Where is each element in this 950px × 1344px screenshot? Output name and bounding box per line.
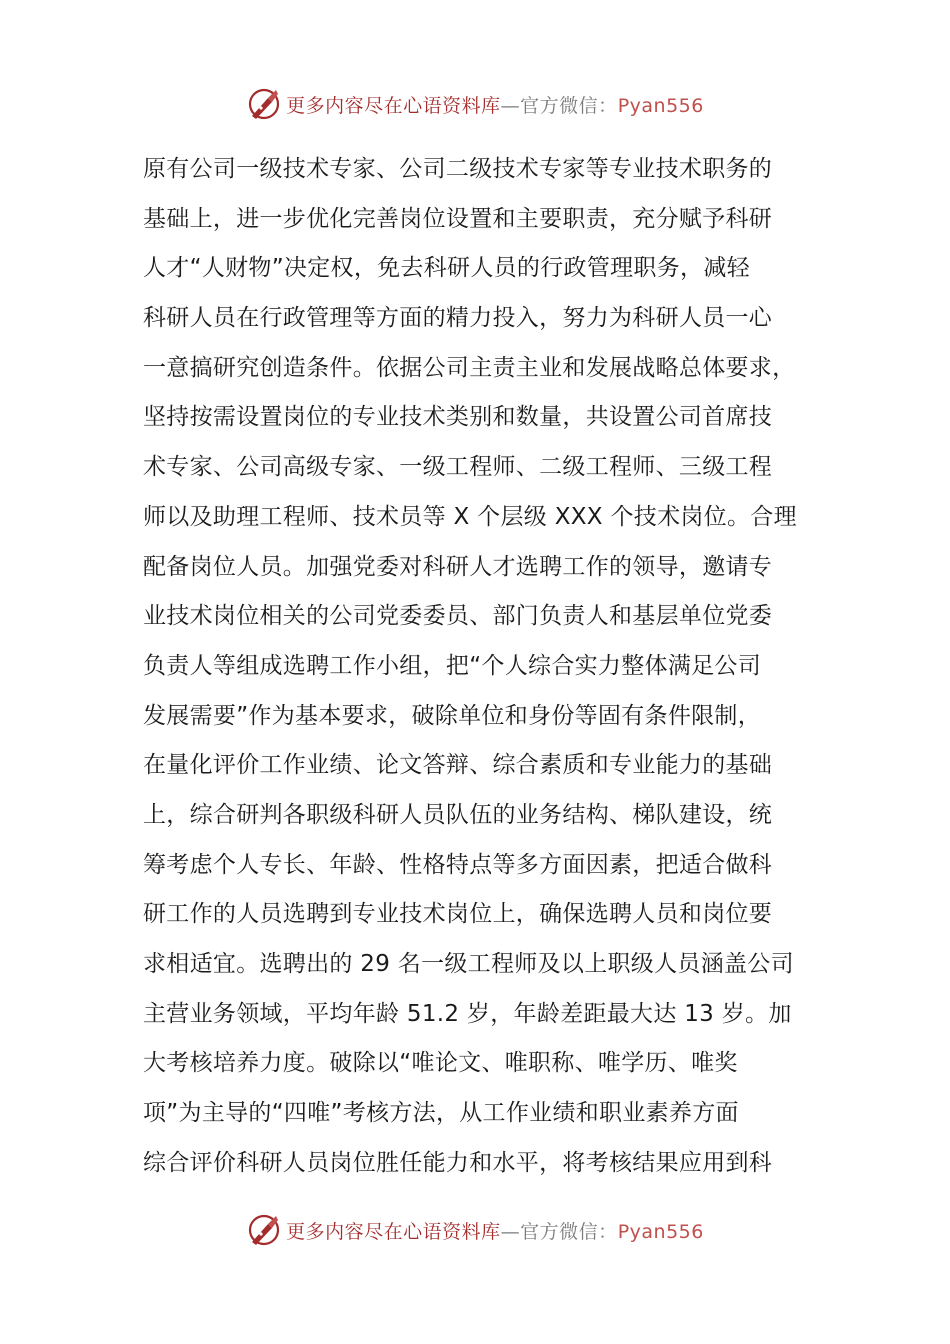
text-line: 术专家、公司高级专家、一级工程师、二级工程师、三级工程 — [143, 454, 773, 481]
footer-site-text: 更多内容尽在心语资料库 — [286, 1220, 501, 1243]
text-line: 项”为主导的“四唯”考核方法，从工作业绩和职业素养方面 — [143, 1100, 739, 1127]
text-line: 一意搞研究创造条件。依据公司主责主业和发展战略总体要求， — [143, 354, 796, 381]
text-line: 科研人员在行政管理等方面的精力投入，努力为科研人员一心 — [143, 305, 773, 332]
header-banner — [0, 84, 950, 124]
text-line: 主营业务领域，平均年龄 51.2 岁，年龄差距最大达 13 岁。加 — [143, 1000, 792, 1027]
text-line: 原有公司一级技术专家、公司二级技术专家等专业技术职务的 — [143, 156, 773, 182]
footer-text — [286, 1217, 704, 1244]
text-line: 师以及助理工程师、技术员等 X 个层级 XXX 个技术岗位。合理 — [143, 503, 797, 530]
text-line: 求相适宜。选聘出的 29 名一级工程师及以上职级人员涵盖公司 — [143, 951, 794, 977]
text-line: 负责人等组成选聘工作小组，把“个人综合实力整体满足公司 — [143, 652, 762, 679]
text-line: 基础上，进一步优化完善岗位设置和主要职责，充分赋予科研 — [143, 205, 773, 232]
document-body — [143, 145, 823, 1188]
text-line: 坚持按需设置岗位的专业技术类别和数量，共设置公司首席技 — [143, 404, 773, 431]
header-site-text: 更多内容尽在心语资料库 — [286, 94, 501, 117]
footer-dash: — — [500, 1220, 521, 1243]
text-line: 综合评价科研人员岗位胜任能力和水平，将考核结果应用到科 — [143, 1149, 773, 1176]
text-line: 配备岗位人员。加强党委对科研人才选聘工作的领导，邀请专 — [143, 553, 773, 580]
footer-official-label: 官方微信： — [520, 1220, 618, 1243]
text-line: 上，综合研判各职级科研人员队伍的业务结构、梯队建设，统 — [143, 801, 773, 828]
text-line: 研工作的人员选聘到专业技术岗位上，确保选聘人员和岗位要 — [143, 901, 773, 928]
text-line: 大考核培养力度。破除以“唯论文、唯职称、唯学历、唯奖 — [143, 1050, 738, 1077]
header-text — [286, 91, 704, 118]
text-line: 人才“人财物”决定权，免去科研人员的行政管理职务，减轻 — [143, 255, 750, 282]
header-wechat-id: Pyan556 — [617, 94, 704, 117]
footer-banner — [0, 1210, 950, 1250]
header-dash: — — [500, 94, 521, 117]
text-line: 发展需要”作为基本要求，破除单位和身份等固有条件限制， — [143, 702, 762, 729]
pen-nib-logo-icon — [246, 1212, 282, 1248]
footer-wechat-id: Pyan556 — [617, 1220, 704, 1243]
header-official-label: 官方微信： — [520, 94, 618, 117]
text-line: 业技术岗位相关的公司党委委员、部门负责人和基层单位党委 — [143, 603, 773, 630]
pen-nib-logo-icon — [246, 86, 282, 122]
text-line: 在量化评价工作业绩、论文答辩、综合素质和专业能力的基础 — [143, 752, 773, 779]
text-line: 筹考虑个人专长、年龄、性格特点等多方面因素，把适合做科 — [143, 851, 773, 878]
